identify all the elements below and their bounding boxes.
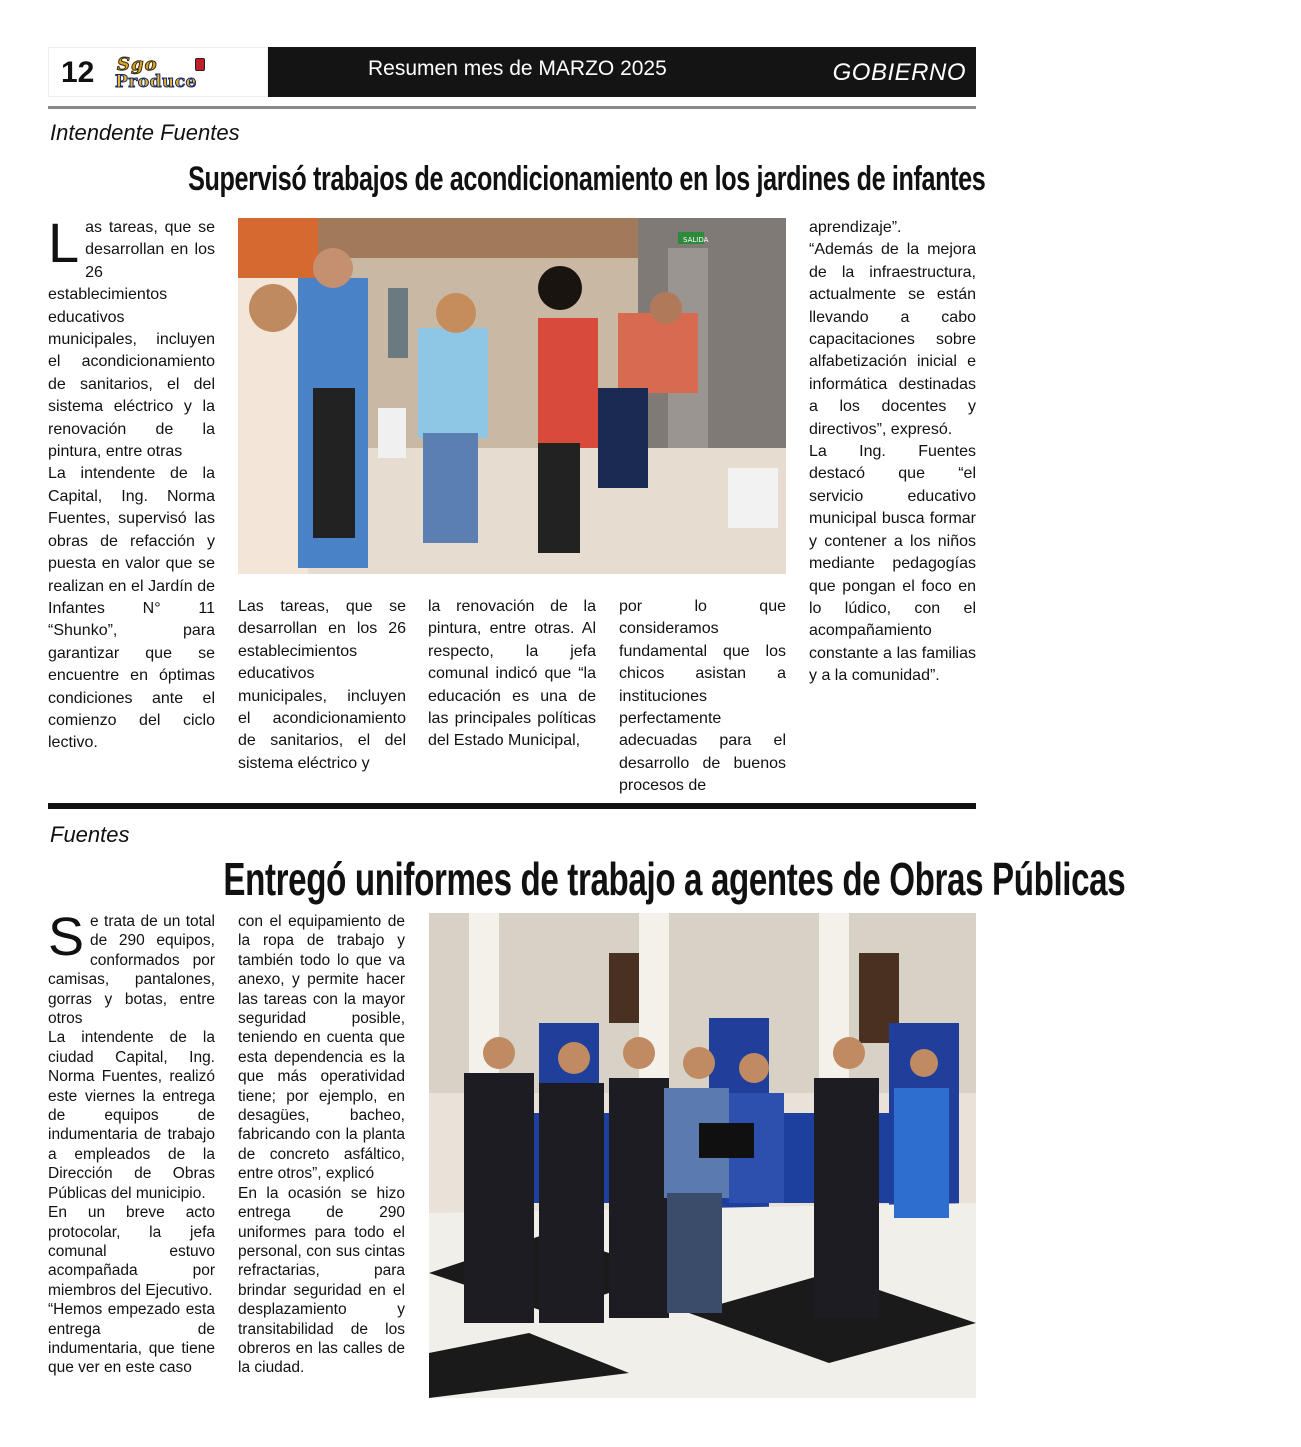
section-divider <box>48 803 976 809</box>
page-header <box>48 47 976 97</box>
section-label: GOBIERNO <box>832 59 966 86</box>
issue-title: Resumen mes de MARZO 2025 <box>368 57 667 80</box>
article1-col1: L as tareas, que se desarrollan en los 26 establecimientos educativos municipales, incluyen el acondicionamiento de sanitarios, el del sistema eléctrico y la renovación de la pintura, entre otras La intendente de la Capital, Ing. Norma Fuentes, supervisó las obras de refacción y puesta en valor que se realizan en el Jardín de Infantes N° 11 “Shunko”, para garantizar que se encuentre en óptimas condiciones ante el comienzo del ciclo lectivo. <box>48 211 215 752</box>
article1-dropcap: L <box>48 211 80 274</box>
article1-headline: Supervisó trabajos de acondicionamiento en los jardines de infantes <box>188 160 986 198</box>
exit-sign: SALIDA <box>683 236 709 244</box>
article2-col1: S e trata de un total de 290 equipos, conformados por camisas, pantalones, gorras y botas, entre otros La intendente de la ciudad Capital, Ing. Norma Fuentes, realizó este viernes la entrega de equipos de indumentaria de trabajo a empleados de la Dirección de Obras Públicas del municipio. En un breve acto protocolar, la jefa comunal estuvo acompañada por miembros del Ejecutivo. “Hemos empezado esta entrega de indumentaria, que tiene que ver en este caso <box>48 907 215 1377</box>
article2-headline-wrap <box>48 852 1126 906</box>
article1-col5: aprendizaje”. “Además de la mejora de la infraestructura, actualmente se están llevando a cabo capacitaciones sobre alfabetización inicial e informática destinadas a los docentes y directivos”, expresó. La Ing. Fuentes destacó que “el servicio educativo municipal busca formar y contener a los niños mediante pedagogías que pongan el foco en lo lúdico, con el acompañamiento constante a las familias y a la comunidad”. <box>809 219 976 685</box>
article2-col2: con el equipamiento de la ropa de trabajo y también todo lo que va anexo, y permite hacer las tareas con la mayor seguridad posible, teniendo en cuenta que esta dependencia es la que más operatividad tiene; por ejemplo, en desagües, bacheo, fabricando con la planta de concreto asfáltico, entre otros”, explicó En la ocasión se hizo entrega de 290 uniformes para todo el personal, con sus cintas refractarias, para brindar seguridad en el desplazamiento y transitabilidad de los obreros en las calles de la ciudad. <box>238 913 405 1377</box>
header-logo-box <box>48 47 268 97</box>
article2-kicker: Fuentes <box>50 822 130 847</box>
article1-photo <box>238 218 786 574</box>
article1-col3: la renovación de la pintura, entre otras. Al respecto, la jefa comunal indicó que “la educación es una de las principales políticas del Estado Municipal, <box>428 598 596 750</box>
article1-col4: por lo que consideramos fundamental que los chicos asistan a instituciones perfectamente adecuadas para el desarrollo de buenos procesos de <box>619 598 786 795</box>
article1-col2: Las tareas, que se desarrollan en los 26 establecimientos educativos municipales, incluyen el acondicionamiento de sanitarios, el del sistema eléctrico y <box>238 598 406 772</box>
article2-headline: Entregó uniformes de trabajo a agentes de Obras Públicas <box>223 853 1126 905</box>
article1-headline-wrap <box>48 160 986 199</box>
logo-flag-icon <box>195 58 205 71</box>
article1-kicker: Intendente Fuentes <box>50 120 240 145</box>
header-rule <box>48 106 976 109</box>
header-bar <box>268 47 976 97</box>
article2-photo <box>429 913 976 1398</box>
sgo-produce-logo: Sgo Produce <box>115 54 257 94</box>
article2-dropcap: S <box>48 907 85 967</box>
page-number: 12 <box>61 56 95 89</box>
